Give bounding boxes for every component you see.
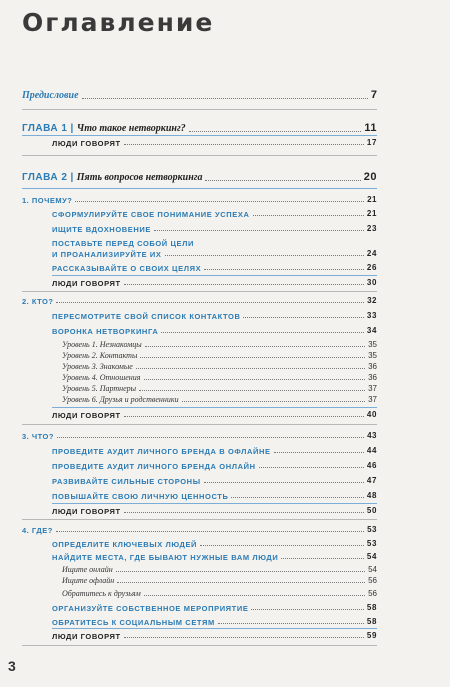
chapter-2-prefix: ГЛАВА 2 bbox=[22, 172, 68, 183]
dot-leader bbox=[231, 497, 363, 498]
item-page: 21 bbox=[366, 209, 377, 218]
item-label: ВОРОНКА НЕТВОРКИНГА bbox=[52, 326, 159, 336]
toc-chapter-1[interactable] bbox=[22, 123, 377, 134]
toc-section-4[interactable] bbox=[22, 526, 377, 534]
item-label: РАЗВИВАЙТЕ СИЛЬНЫЕ СТОРОНЫ bbox=[52, 476, 201, 486]
dot-leader bbox=[161, 332, 364, 333]
divider bbox=[22, 424, 377, 425]
page-number: 3 bbox=[8, 658, 16, 674]
people-say-page: 40 bbox=[366, 410, 377, 419]
item-label: И ПРОАНАЛИЗИРУЙТЕ ИХ bbox=[52, 249, 162, 259]
preface-page: 7 bbox=[370, 89, 377, 101]
dot-leader bbox=[140, 357, 365, 358]
toc-chapter-2[interactable] bbox=[22, 172, 377, 183]
toc-people-say[interactable] bbox=[52, 139, 377, 147]
page-title: Оглавление bbox=[22, 8, 215, 37]
level-page: 35 bbox=[368, 351, 377, 360]
divider bbox=[22, 188, 377, 189]
divider bbox=[22, 645, 377, 646]
level-label: Уровень 1. Незнакомцы bbox=[62, 340, 142, 349]
toc-people-say[interactable] bbox=[52, 632, 377, 640]
toc-item[interactable] bbox=[52, 225, 377, 233]
toc-people-say[interactable] bbox=[52, 279, 377, 287]
divider bbox=[22, 291, 377, 292]
dot-leader bbox=[124, 416, 364, 417]
item-page: 46 bbox=[366, 461, 377, 470]
toc-level[interactable] bbox=[62, 374, 377, 382]
item-label: ИЩИТЕ ВДОХНОВЕНИЕ bbox=[52, 224, 151, 234]
dot-leader bbox=[189, 131, 362, 132]
chapter-separator: | bbox=[70, 172, 74, 183]
divider bbox=[52, 275, 377, 276]
section-4-label: 4. ГДЕ? bbox=[22, 525, 53, 535]
dot-leader bbox=[243, 317, 363, 318]
item-label: ПРОВЕДИТЕ АУДИТ ЛИЧНОГО БРЕНДА ОНЛАЙН bbox=[52, 461, 256, 471]
divider bbox=[22, 519, 377, 520]
people-say-label: ЛЮДИ ГОВОРЯТ bbox=[52, 410, 121, 420]
subitem-label: Обратитесь к друзьям bbox=[62, 589, 141, 598]
toc-item[interactable] bbox=[52, 618, 377, 626]
dot-leader bbox=[274, 452, 364, 453]
toc-section-2[interactable] bbox=[22, 297, 377, 305]
chapter-1-prefix: ГЛАВА 1 bbox=[22, 123, 68, 134]
subitem-label: Ищите офлайн bbox=[62, 576, 115, 585]
item-page: 24 bbox=[366, 249, 377, 258]
toc-people-say[interactable] bbox=[52, 411, 377, 419]
item-page: 44 bbox=[366, 446, 377, 455]
divider bbox=[22, 135, 377, 136]
item-page: 53 bbox=[366, 539, 377, 548]
item-page: 47 bbox=[366, 476, 377, 485]
dot-leader bbox=[75, 201, 364, 202]
item-label: ПОВЫШАЙТЕ СВОЮ ЛИЧНУЮ ЦЕННОСТЬ bbox=[52, 491, 229, 501]
dot-leader bbox=[124, 284, 364, 285]
dot-leader bbox=[139, 390, 365, 391]
item-label: НАЙДИТЕ МЕСТА, ГДЕ БЫВАЮТ НУЖНЫЕ ВАМ ЛЮДИ bbox=[52, 552, 279, 562]
toc-level[interactable] bbox=[62, 363, 377, 371]
toc-item[interactable] bbox=[52, 447, 377, 455]
chapter-separator: | bbox=[70, 123, 74, 134]
dot-leader bbox=[154, 230, 364, 231]
item-page: 58 bbox=[366, 603, 377, 612]
level-label: Уровень 6. Друзья и родственники bbox=[62, 395, 179, 404]
people-say-label: ЛЮДИ ГОВОРЯТ bbox=[52, 278, 121, 288]
dot-leader bbox=[117, 582, 365, 583]
toc-item-line-1[interactable] bbox=[52, 240, 377, 248]
item-label: ОПРЕДЕЛИТЕ КЛЮЧЕВЫХ ЛЮДЕЙ bbox=[52, 539, 198, 549]
toc-preface[interactable] bbox=[22, 90, 377, 101]
dot-leader bbox=[218, 623, 364, 624]
people-say-label: ЛЮДИ ГОВОРЯТ bbox=[52, 138, 121, 148]
section-3-label: 3. ЧТО? bbox=[22, 431, 54, 441]
level-page: 36 bbox=[368, 373, 377, 382]
item-label: ПЕРЕСМОТРИТЕ СВОЙ СПИСОК КОНТАКТОВ bbox=[52, 311, 241, 321]
people-say-page: 17 bbox=[366, 138, 377, 147]
toc-level[interactable] bbox=[62, 352, 377, 360]
people-say-page: 59 bbox=[366, 631, 377, 640]
dot-leader bbox=[281, 558, 364, 559]
toc-item-line-2[interactable] bbox=[52, 250, 377, 258]
item-label: РАССКАЗЫВАЙТЕ О СВОИХ ЦЕЛЯХ bbox=[52, 263, 202, 273]
dot-leader bbox=[253, 215, 364, 216]
level-label: Уровень 3. Знакомые bbox=[62, 362, 133, 371]
dot-leader bbox=[82, 98, 368, 99]
toc-item[interactable] bbox=[52, 553, 377, 561]
level-page: 36 bbox=[368, 362, 377, 371]
toc-level[interactable] bbox=[62, 341, 377, 349]
item-label: ОБРАТИТЕСЬ К СОЦИАЛЬНЫМ СЕТЯМ bbox=[52, 617, 215, 627]
item-label: ПОСТАВЬТЕ ПЕРЕД СОБОЙ ЦЕЛИ bbox=[52, 239, 195, 248]
level-label: Уровень 2. Контакты bbox=[62, 351, 138, 360]
dot-leader bbox=[204, 269, 364, 270]
item-label: ОРГАНИЗУЙТЕ СОБСТВЕННОЕ МЕРОПРИЯТИЕ bbox=[52, 603, 249, 613]
dot-leader bbox=[200, 545, 364, 546]
dot-leader bbox=[144, 379, 366, 380]
item-label: СФОРМУЛИРУЙТЕ СВОЕ ПОНИМАНИЕ УСПЕХА bbox=[52, 209, 250, 219]
dot-leader bbox=[145, 346, 365, 347]
divider bbox=[52, 628, 377, 629]
dot-leader bbox=[182, 401, 366, 402]
divider bbox=[52, 503, 377, 504]
toc-item[interactable] bbox=[52, 462, 377, 470]
level-page: 35 bbox=[368, 340, 377, 349]
toc-level[interactable] bbox=[62, 385, 377, 393]
toc-item[interactable] bbox=[52, 477, 377, 485]
item-label: ПРОВЕДИТЕ АУДИТ ЛИЧНОГО БРЕНДА В ОФЛАЙНЕ bbox=[52, 446, 271, 456]
toc-item[interactable] bbox=[52, 312, 377, 320]
dot-leader bbox=[124, 637, 364, 638]
subitem-page: 56 bbox=[368, 589, 377, 598]
toc-item[interactable] bbox=[52, 210, 377, 218]
level-page: 37 bbox=[368, 384, 377, 393]
item-page: 23 bbox=[366, 224, 377, 233]
divider bbox=[52, 407, 377, 408]
item-page: 34 bbox=[366, 326, 377, 335]
dot-leader bbox=[204, 482, 364, 483]
toc-item[interactable] bbox=[52, 264, 377, 272]
toc-item[interactable] bbox=[52, 604, 377, 612]
dot-leader bbox=[136, 368, 365, 369]
toc-subitem[interactable] bbox=[62, 566, 377, 574]
subitem-page: 54 bbox=[368, 565, 377, 574]
section-1-label: 1. ПОЧЕМУ? bbox=[22, 195, 73, 205]
item-page: 26 bbox=[366, 263, 377, 272]
dot-leader bbox=[56, 531, 364, 532]
item-page: 54 bbox=[366, 552, 377, 561]
dot-leader bbox=[165, 255, 364, 256]
level-page: 37 bbox=[368, 395, 377, 404]
people-say-label: ЛЮДИ ГОВОРЯТ bbox=[52, 506, 121, 516]
dot-leader bbox=[124, 144, 364, 145]
dot-leader bbox=[124, 512, 364, 513]
toc-people-say[interactable] bbox=[52, 507, 377, 515]
section-4-page: 53 bbox=[367, 525, 377, 534]
toc-item[interactable] bbox=[52, 492, 377, 500]
section-2-page: 32 bbox=[367, 296, 377, 305]
toc-subitem[interactable] bbox=[62, 577, 377, 585]
dot-leader bbox=[205, 180, 360, 181]
dot-leader bbox=[251, 609, 363, 610]
dot-leader bbox=[56, 302, 364, 303]
section-2-label: 2. КТО? bbox=[22, 296, 54, 306]
divider bbox=[22, 109, 377, 110]
toc-subitem[interactable] bbox=[62, 590, 377, 598]
chapter-2-title: Пять вопросов нетворкинга bbox=[76, 172, 203, 183]
toc-item[interactable] bbox=[52, 327, 377, 335]
item-page: 58 bbox=[366, 617, 377, 626]
level-label: Уровень 5. Партнеры bbox=[62, 384, 137, 393]
dot-leader bbox=[144, 595, 365, 596]
divider bbox=[22, 155, 377, 156]
chapter-1-page: 11 bbox=[364, 122, 377, 134]
chapter-1-title: Что такое нетворкинг? bbox=[76, 123, 186, 134]
preface-label: Предисловие bbox=[22, 90, 79, 101]
item-page: 33 bbox=[366, 311, 377, 320]
people-say-page: 30 bbox=[366, 278, 377, 287]
people-say-page: 50 bbox=[366, 506, 377, 515]
level-label: Уровень 4. Отношения bbox=[62, 373, 141, 382]
toc-section-1[interactable] bbox=[22, 196, 377, 204]
chapter-2-page: 20 bbox=[363, 171, 377, 183]
item-page: 48 bbox=[366, 491, 377, 500]
toc-section-3[interactable] bbox=[22, 432, 377, 440]
subitem-label: Ищите онлайн bbox=[62, 565, 113, 574]
people-say-label: ЛЮДИ ГОВОРЯТ bbox=[52, 631, 121, 641]
dot-leader bbox=[116, 571, 365, 572]
dot-leader bbox=[57, 437, 364, 438]
subitem-page: 56 bbox=[368, 576, 377, 585]
toc-item[interactable] bbox=[52, 540, 377, 548]
section-3-page: 43 bbox=[367, 431, 377, 440]
dot-leader bbox=[259, 467, 364, 468]
section-1-page: 21 bbox=[367, 195, 377, 204]
toc-level[interactable] bbox=[62, 396, 377, 404]
